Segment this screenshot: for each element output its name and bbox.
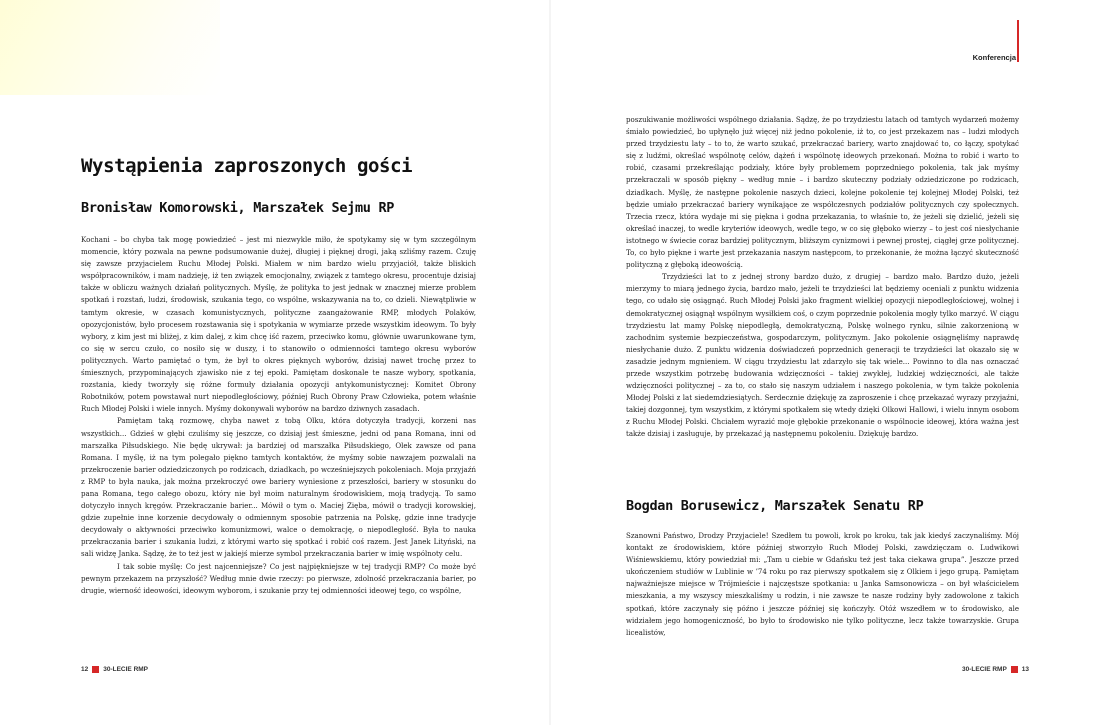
page-number: 13 [1021, 666, 1030, 673]
page-number: 12 [81, 666, 89, 673]
paper-discoloration [0, 0, 220, 95]
section-label: Konferencja [972, 53, 1016, 62]
folio-label: 30-LECIE RMP [103, 666, 149, 673]
red-square-marker [92, 666, 99, 673]
paragraph: Pamiętam taką rozmowę, chyba nawet z tobą Olku, która dotyczyła tradycji, korzeni nas wszystkich... Gdzieś w głębi czuliśmy się jeszcze, co dzisiaj jest śmieszne, jedni od pana Romana, inni od marszałka Piłsudskiego. Nie będę ukrywał: ja bardziej od marszałka Piłsudskiego, Olek zawsze od pana Romana. I myślę, iż na tym polegało piękno tamtych kontaktów, że myśmy sobie nawzajem pozwalali na przekroczenie barier odziedziczonych po rodzicach, dziadkach, po wcześniejszych pokoleniach. Moja przyjaźń z RMP to była nauka, jak można przekroczyć owe bariery wyniesione z przeszłości, bariery w stosunku do pana Romana, tego całego obozu, który nie był moim naturalnym środowiskiem, moją tradycją. To samo dotyczyło innych kręgów. Przekraczanie barier... Mówił o tym o. Maciej Zięba, mówił o tradycji korowskiej, gdzie zupełnie inne korzenie decydowały o odmiennym sposobie patrzenia na Polskę, gdzie inne tradycje decydowały o aktywności przeciwko komunizmowi, walce o demokrację, o niepodległość. Była to nauka przekraczania barier i szukania ludzi, z którymi warto się spotkać i robić coś razem. Jest Janek Lityński, na sali widzę Janka. Sądzę, że to też jest w jakiejś mierze symbol przekraczania barier w imię wspólnoty celu. [81, 416, 476, 559]
paragraph: Trzydzieści lat to z jednej strony bardzo dużo, z drugiej – bardzo mało. Bardzo dużo, jeżeli mierzymy to miarą jednego życia, bardzo mało, jeżeli te trzydzieści lat będziemy oceniali z punktu widzenia tego, co udało się osiągnąć. Ruch Młodej Polski jako fragment wielkiej opozycji niepodległościowej, wolnej i demokratycznej osiągnął wspólnym wysiłkiem coś, o czym poprzednie pokolenia mogły tylko marzyć. W ciągu trzydziestu lat mamy Polskę niepodległą, demokratyczną, Polskę wolnego rynku, silnie zakorzenioną w zachodnim systemie bezpieczeństwa, gospodarczym, politycznym. Jako pokolenie osiągnęliśmy naprawdę niesłychanie dużo. Z punktu widzenia doświadczeń poprzednich generacji te trzydzieści lat okazało się w zasadzie jednym mgnieniem. W ciągu trzydziestu lat zdarzyło się tak wiele... Powinno to dla nas oznaczać przede wszystkim potrzebę budowania wdzięczności – takiej zwykłej, ludzkiej wdzięczności, ale także wdzięczności politycznej – za to, co stało się naszym udziałem i naszego pokolenia, w tym także pokolenia Młodej Polski z lat siedemdziesiątych. Serdecznie dziękuję za zaproszenie i chcę przekazać wyrazy przyjaźni, takiej dozgonnej, tym wszystkim, z którymi spotkałem się wtedy dzięki Olkowi Hallowi, i wielu innym osobom z Ruchu Młodej Polski. Chciałem wyrazić moje głębokie przekonanie o wspólnocie ideowej, która ważna jest także dzisiaj i zasługuje, by przekazać ją następnemu pokoleniu. Dziękuję bardzo. [626, 272, 1019, 439]
speaker-heading-borusewicz: Bogdan Borusewicz, Marszałek Senatu RP [626, 498, 924, 514]
folio-label: 30-LECIE RMP [962, 666, 1007, 673]
folio-right [962, 666, 1029, 673]
page-title: Wystąpienia zaproszonych gości [81, 155, 413, 177]
red-header-rule [1017, 20, 1019, 62]
speaker-heading-komorowski: Bronisław Komorowski, Marszałek Sejmu RP [81, 200, 395, 216]
paragraph: Szanowni Państwo, Drodzy Przyjaciele! Szedłem tu powoli, krok po kroku, tak jak kiedyś zaczynaliśmy. Mój kontakt ze środowiskiem, które później stworzyło Ruch Młodej Polski, zawdzięczam o. Ludwikowi Wiśniewskiemu, który powiedział mi: „Tam u ciebie w Gdańsku też jest taka ciekawa grupa”. Jeszcze przed ukończeniem studiów w Lublinie w ’74 roku po raz pierwszy spotkałem się z Olkiem i jego grupą. Pamiętam najważniejsze miejsce w Trójmieście i najczęstsze spotkania: u Janka Samsonowicza – on był właścicielem mieszkania, a my wszyscy mieszkaliśmy u rodzin, i nie zawsze te nasze rodziny były zadowolone z takich spotkań, które zaczynały się późno i jeszcze później się kończyły. Otóż wszedłem w to środowisko, ale widziałem jego homogeniczność, bo było to środowisko nie tylko polityczne, lecz także towarzyskie. Grupa licealistów, [626, 531, 1019, 637]
paragraph: Kochani – bo chyba tak mogę powiedzieć – jest mi niezwykle miło, że spotykamy się w tym szczególnym momencie, który pozwala na pewne podsumowanie dużej, długiej i pięknej drogi, jaką szliśmy razem. Czuję się zawsze przyjacielem Ruchu Młodej Polski. Miałem w nim bardzo wielu przyjaciół, także bliskich współpracowników, i mam nadzieję, iż ten związek emocjonalny, związek z tamtego okresu, procentuje dzisiaj także w obliczu ważnych działań politycznych. Myślę, że polityka to jest jednak w znacznej mierze problem spotkań i rozstań, ludzi, środowisk, szukania tego, co wspólne, wskazywania na to, co dzieli. Niewątpliwie w tamtym okresie, w czasach komunistycznych, polityczne zaangażowanie RMP, młodych Polaków, opozycjonistów, było procesem rozstawania się i spotykania w wymiarze przede wszystkim ideowym. To były wybory, z kim jest mi bliżej, z kim dalej, z kim chcę iść razem, przeciwko komu, głównie uwarunkowane tym, co się w sercu czuło, co nosiło się w duszy, i to stanowiło o odmienności tamtego okresu wyborów politycznych. Warto pamiętać o tym, że był to okres pięknych wyborów, dzisiaj nawet trochę przez to śmiesznych, przypominających zjawisko nie z tej epoki. Pamiętam doskonale te nasze wybory, spotkania, rozstania, kiedy tworzyły się różne formuły działania opozycji antykomunistycznej: Komitet Obrony Robotników, potem powstawał nurt niepodległościowy, później Ruch Obrony Praw Człowieka, potem właśnie Ruch Młodej Polski i wiele innych. Myśmy dokonywali wyborów na bardzo dziwnych zasadach. [81, 235, 476, 414]
folio-left [81, 666, 148, 673]
red-square-marker [1011, 666, 1018, 673]
speech-text-borusewicz [626, 530, 1019, 639]
speech-text-komorowski-continued [626, 114, 1019, 441]
paragraph: poszukiwanie możliwości wspólnego działania. Sądzę, że po trzydziestu latach od tamtych wydarzeń możemy śmiało powiedzieć, bo upłynęło już więcej niż jedno pokolenie, iż to, co jest przekazem nas – ludzi młodych przed trzydziestu laty – to to, że warto szukać, przekraczać bariery, warto znajdować to, co łączy, spotykać się z ludźmi, określać wspólnotę celów, dążeń i wspólnotę ideowych przekonań. Można to robić i warto to robić, czasami przekreślając podziały, które były problemem poprzedniego pokolenia, tak jak myśmy przekraczali w sposób piękny – według mnie – i bardzo skuteczny podziały odziedziczone po rodzicach, dziadkach. Myślę, że następne pokolenie naszych dzieci, kolejne pokolenie tej kolejnej Młodej Polski, też będzie umiało przekraczać bariery wynikające ze współczesnych podziałów politycznych czy społecznych. Trzecia rzecz, która wydaje mi się piękna i godna przekazania, to właśnie to, że jeżeli się dzielić, jeżeli się określać inaczej, to wedle kryteriów ideowych, wedle tego, w co się głęboko wierzy – to jest coś niesłychanie istotnego w świecie coraz bardziej politycznym, bliższym cynizmowi i pewnej prostej, ciągłej grze politycznej. To, co było piękne i warte jest przekazania naszym następcom, to przekonanie, że można łączyć skuteczność polityczną z głęboką ideowością. [626, 115, 1019, 270]
speech-text-komorowski [81, 234, 476, 597]
paragraph: I tak sobie myślę: Co jest najcenniejsze? Co jest najpiękniejsze w tej tradycji RMP? Co może być pewnym przekazem na przyszłość? Według mnie dwie rzeczy: po pierwsze, zdolność przekraczania barier, po drugie, wierność ideowości, ideowym wyborom, i szukanie przy tej odmienności ideowej tego, co wspólne, [81, 561, 476, 595]
